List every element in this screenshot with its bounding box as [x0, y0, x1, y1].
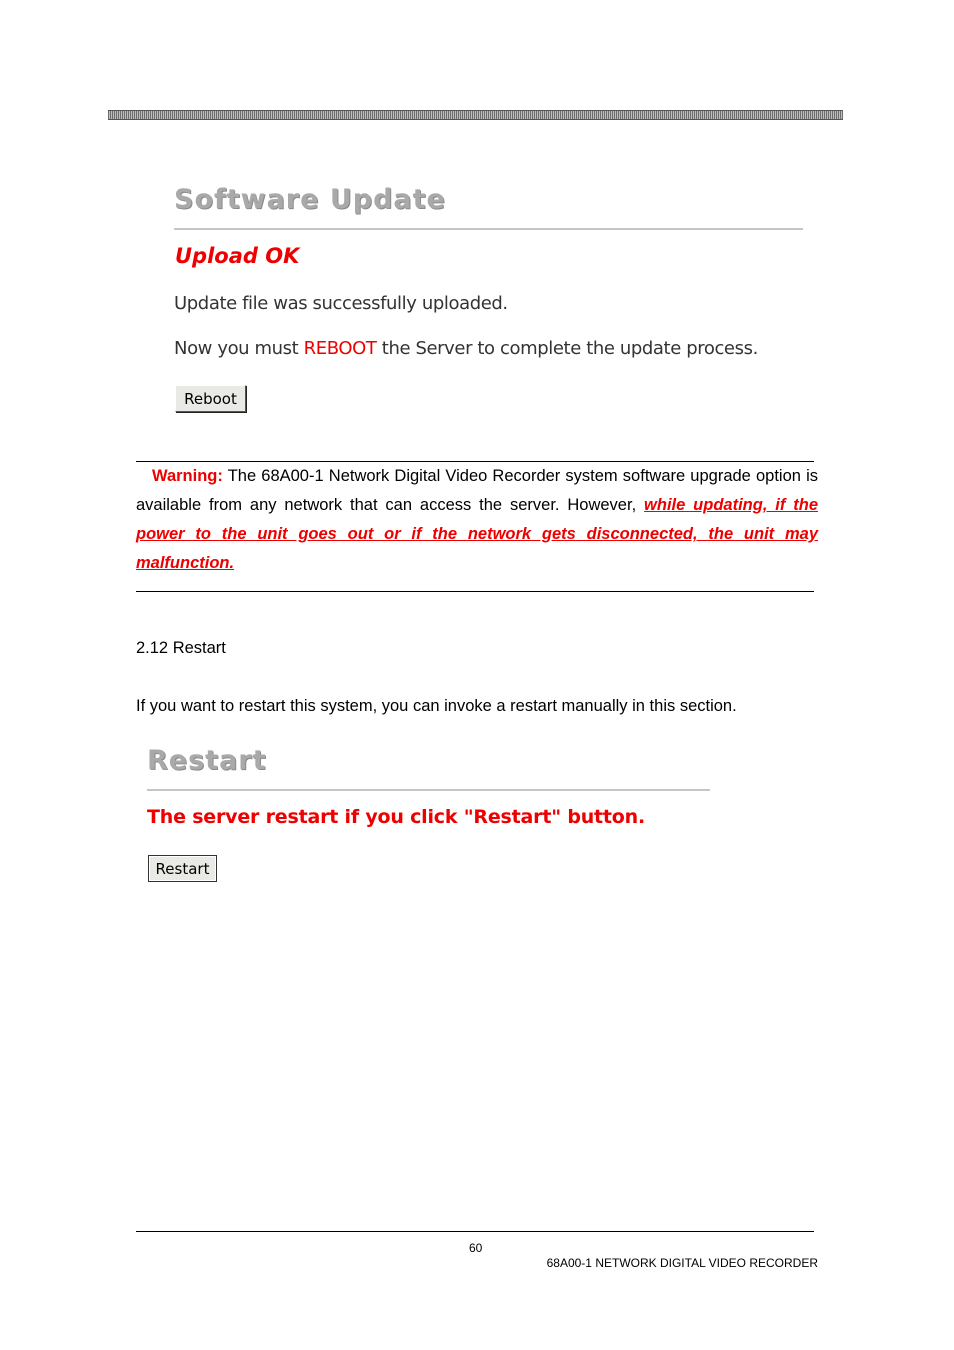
reboot-instruction — [174, 338, 758, 359]
upload-message: Update file was successfully uploaded. — [174, 293, 508, 314]
reboot-highlight: REBOOT — [303, 338, 377, 359]
page-number: 60 — [469, 1241, 483, 1255]
reboot-button[interactable]: Reboot — [175, 385, 246, 412]
restart-button[interactable]: Restart — [148, 855, 217, 882]
warning-label: Warning: — [152, 467, 223, 485]
software-update-title: Software Update — [174, 184, 446, 215]
reboot-instruction-after: the Server to complete the update process. — [376, 338, 758, 359]
restart-message: The server restart if you click "Restart" button. — [147, 806, 646, 828]
section-body: If you want to restart this system, you can invoke a restart manually in this section. — [136, 697, 737, 715]
upload-status: Upload OK — [175, 244, 300, 268]
restart-title: Restart — [147, 745, 267, 776]
footer-document-title: 68A00-1 NETWORK DIGITAL VIDEO RECORDER — [546, 1256, 818, 1270]
restart-divider — [147, 789, 710, 791]
footer-rule — [136, 1231, 814, 1232]
section-heading: 2.12 Restart — [136, 639, 226, 657]
warning-note — [136, 462, 818, 578]
warning-bottom-rule — [136, 591, 814, 592]
reboot-instruction-before: Now you must — [174, 338, 304, 359]
warning-emphasis: while updating, if the power to the unit goes out or if the network gets disconnected, the unit may malfunction. — [136, 496, 818, 572]
warning-text: The 68A00-1 Network Digital Video Recorder system software upgrade option is available from any network that can access the server. However, — [136, 467, 818, 514]
header-bar — [108, 110, 843, 120]
software-update-divider — [174, 228, 803, 230]
